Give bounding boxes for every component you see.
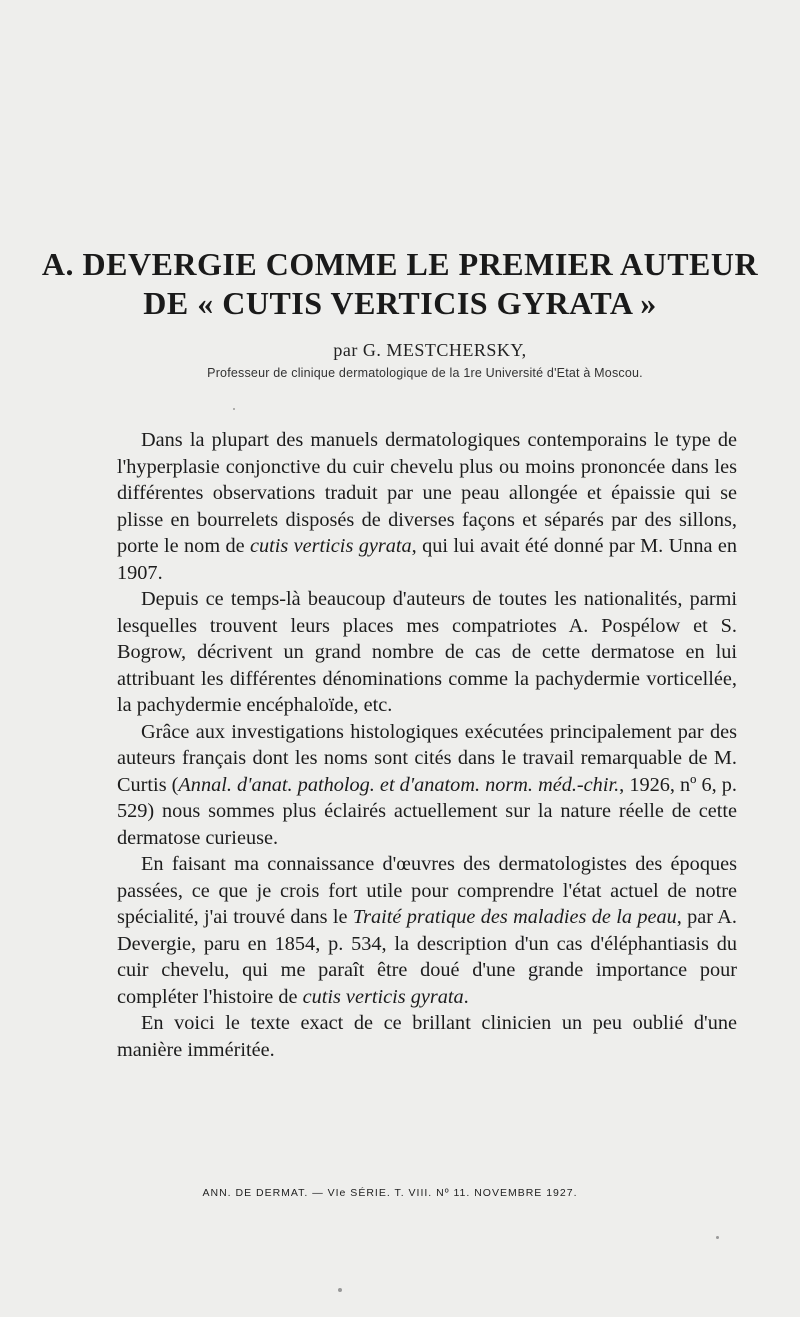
journal-citation-footer: ANN. DE DERMAT. — VIe SÉRIE. T. VIII. Nº 11. NOVEMBRE 1927. [202,1187,578,1199]
author-line: par G. MESTCHERSKY, [333,340,527,360]
paragraph-4-italic-book-title: Traité pratique des maladies de la peau [352,906,677,928]
paragraph-3-italic-citation: Annal. d'anat. patholog. et d'anatom. norm. méd.-chir. [178,773,620,796]
paper-speck [338,1288,342,1292]
paragraph-1-text-a: Dans la plupart des manuels dermatologiques contemporains le type de l'hyperplasie conjonctive du cuir chevelu plus ou moins prononcée dans les différentes observations traduit par une peau allongée et épaissie qui se plisse en bourrelets disposés de diverses façons et séparés par des sillons, porte le nom de [117,429,737,557]
paragraph-2: Depuis ce temps-là beaucoup d'auteurs de toutes les nationalités, parmi lesquelles trouvent leurs places mes compatriotes A. Pospélow et S. Bogrow, décrivent un grand nombre de cas de cette dermatose en lui attribuant les différentes dénominations comme la pachydermie vorticellée, la pachydermie encéphaloïde, etc. [117,588,737,716]
paragraph-4 [117,851,737,1010]
paragraph-5: En voici le texte exact de ce brillant clinicien un peu oublié d'une manière imméritée. [117,1012,737,1061]
article-title-line-1: A. DEVERGIE COMME LE PREMIER AUTEUR [41,246,759,282]
paper-speck [233,408,235,410]
paragraph-1-text-b: , qui lui avait été donné par M. Unna en 1907. [117,535,738,584]
author-affiliation: Professeur de clinique dermatologique de la 1re Université d'Etat à Moscou. [207,366,643,380]
paragraph-3-text-a: Grâce aux investigations histologiques exécutées principalement par des auteurs français dont les noms sont cités dans le travail remarquable de M. Curtis ( [117,720,737,796]
paragraph-1 [117,427,737,586]
article-body [117,427,737,1063]
paragraph-3 [117,719,737,852]
paper-speck [716,1236,719,1239]
paragraph-4-text-a: En faisant ma connaissance d'œuvres des dermatologistes des époques passées, ce que je crois fort utile pour comprendre l'état actuel de notre spécialité, j'ai trouvé dans le [117,853,737,928]
article-title-line-2: DE « CUTIS VERTICIS GYRATA » [143,285,657,321]
paragraph-4-italic-term: cutis verticis gyrata [302,985,464,1008]
paragraph-1-italic-term: cutis verticis gyrata [249,535,412,557]
paragraph-4-text-b: , par A. Devergie, paru en 1854, p. 534, la description d'un cas d'éléphantiasis du cuir chevelu, qui me paraît être doué d'une grande importance pour compléter l'histoire de [117,906,737,1008]
paragraph-4-text-c: . [463,985,469,1008]
paragraph-3-text-b: , 1926, nº 6, p. 529) nous sommes plus éclairés actuellement sur la nature réelle de cette dermatose curieuse. [117,773,738,849]
